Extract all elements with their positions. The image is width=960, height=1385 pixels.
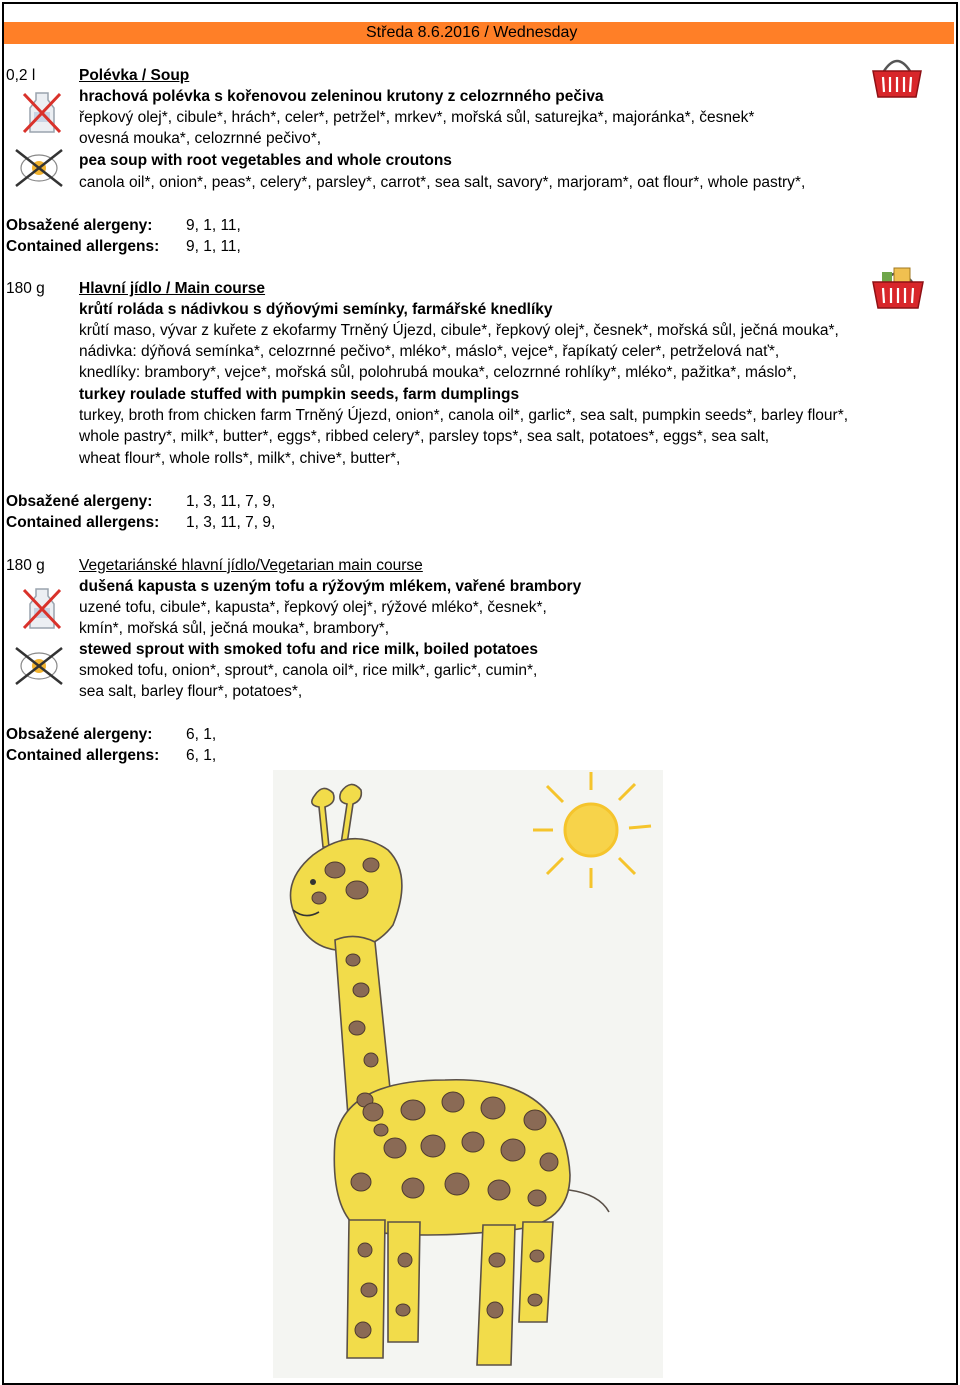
soup-ingredients-en-1: canola oil*, onion*, peas*, celery*, parsley*, carrot*, sea salt, savory*, marjoram*, oat flour*, whole pastry*,	[79, 174, 806, 191]
main-allergens-label-cz: Obsažené alergeny:	[6, 493, 153, 510]
shopping-basket-icon	[870, 262, 926, 312]
main-title-cz: krůtí roláda s nádivkou s dýňovými semínky, farmářské knedlíky	[79, 301, 553, 318]
veg-allergens-en: 6, 1,	[186, 747, 217, 764]
soup-title-en: pea soup with root vegetables and whole croutons	[79, 152, 452, 169]
soup-heading: Polévka / Soup	[79, 67, 190, 84]
sun-icon	[533, 772, 651, 888]
veg-title-en: stewed sprout with smoked tofu and rice milk, boiled potatoes	[79, 641, 539, 658]
main-heading: Hlavní jídlo / Main course	[79, 280, 266, 297]
soup-portion: 0,2 l	[6, 67, 36, 84]
veg-portion: 180 g	[6, 557, 45, 574]
main-allergens-label-en: Contained allergens:	[6, 514, 160, 531]
veg-allergens-label-en: Contained allergens:	[6, 747, 160, 764]
veg-ingredients-cz-1: uzené tofu, cibule*, kapusta*, řepkový olej*, rýžové mléko*, česnek*,	[79, 599, 547, 616]
main-allergens-cz: 1, 3, 11, 7, 9,	[186, 493, 276, 510]
no-milk-icon	[20, 90, 64, 136]
soup-allergens-label-cz: Obsažené alergeny:	[6, 217, 153, 234]
soup-allergens-en: 9, 1, 11,	[186, 238, 241, 255]
main-ingredients-cz-2: nádivka: dýňová semínka*, celozrnné pečivo*, mléko*, máslo*, vejce*, řapíkatý celer*, petrželová nať*,	[79, 343, 780, 360]
veg-allergens-cz: 6, 1,	[186, 726, 217, 743]
soup-allergens-cz: 9, 1, 11,	[186, 217, 241, 234]
main-title-en: turkey roulade stuffed with pumpkin seeds, farm dumplings	[79, 386, 520, 403]
soup-title-cz: hrachová polévka s kořenovou zeleninou krutony z celozrnného pečiva	[79, 88, 604, 105]
giraffe-drawing	[273, 770, 663, 1378]
main-portion: 180 g	[6, 280, 45, 297]
giraffe-illustration	[273, 770, 663, 1378]
veg-ingredients-en-1: smoked tofu, onion*, sprout*, canola oil*, rice milk*, garlic*, cumin*,	[79, 662, 538, 679]
header-date: Středa 8.6.2016 / Wednesday	[366, 24, 578, 41]
soup-ingredients-cz-2: ovesná mouka*, celozrnné pečivo*,	[79, 130, 322, 147]
main-ingredients-en-1: turkey, broth from chicken farm Trněný Újezd, onion*, canola oil*, garlic*, sea salt, pumpkin seeds*, barley flour*,	[79, 407, 849, 424]
main-ingredients-en-3: wheat flour*, whole rolls*, milk*, chive*, butter*,	[79, 450, 401, 467]
main-ingredients-cz-3: knedlíky: brambory*, vejce*, mořská sůl, polohrubá mouka*, celozrnné rohlíky*, mléko*, pažitka*, máslo*,	[79, 364, 797, 381]
soup-allergens-label-en: Contained allergens:	[6, 238, 160, 255]
veg-ingredients-en-2: sea salt, barley flour*, potatoes*,	[79, 683, 303, 700]
no-egg-icon	[12, 144, 66, 190]
main-ingredients-en-2: whole pastry*, milk*, butter*, eggs*, ribbed celery*, parsley tops*, sea salt, potatoes*, eggs*, sea salt,	[79, 428, 770, 445]
no-milk-icon	[20, 586, 64, 632]
veg-heading: Vegetariánské hlavní jídlo/Vegetarian main course	[79, 557, 423, 574]
veg-allergens-label-cz: Obsažené alergeny:	[6, 726, 153, 743]
no-egg-icon	[12, 642, 66, 688]
soup-ingredients-cz-1: řepkový olej*, cibule*, hrách*, celer*, petržel*, mrkev*, mořská sůl, saturejka*, majoránka*, česnek*	[79, 109, 755, 126]
veg-title-cz: dušená kapusta s uzeným tofu a rýžovým mlékem, vařené brambory	[79, 578, 582, 595]
veg-ingredients-cz-2: kmín*, mořská sůl, ječná mouka*, brambory*,	[79, 620, 390, 637]
main-allergens-en: 1, 3, 11, 7, 9,	[186, 514, 276, 531]
shopping-basket-icon	[870, 55, 924, 101]
main-ingredients-cz-1: krůtí maso, vývar z kuřete z ekofarmy Trněný Újezd, cibule*, řepkový olej*, česnek*, mořská sůl, ječná mouka*,	[79, 322, 839, 339]
